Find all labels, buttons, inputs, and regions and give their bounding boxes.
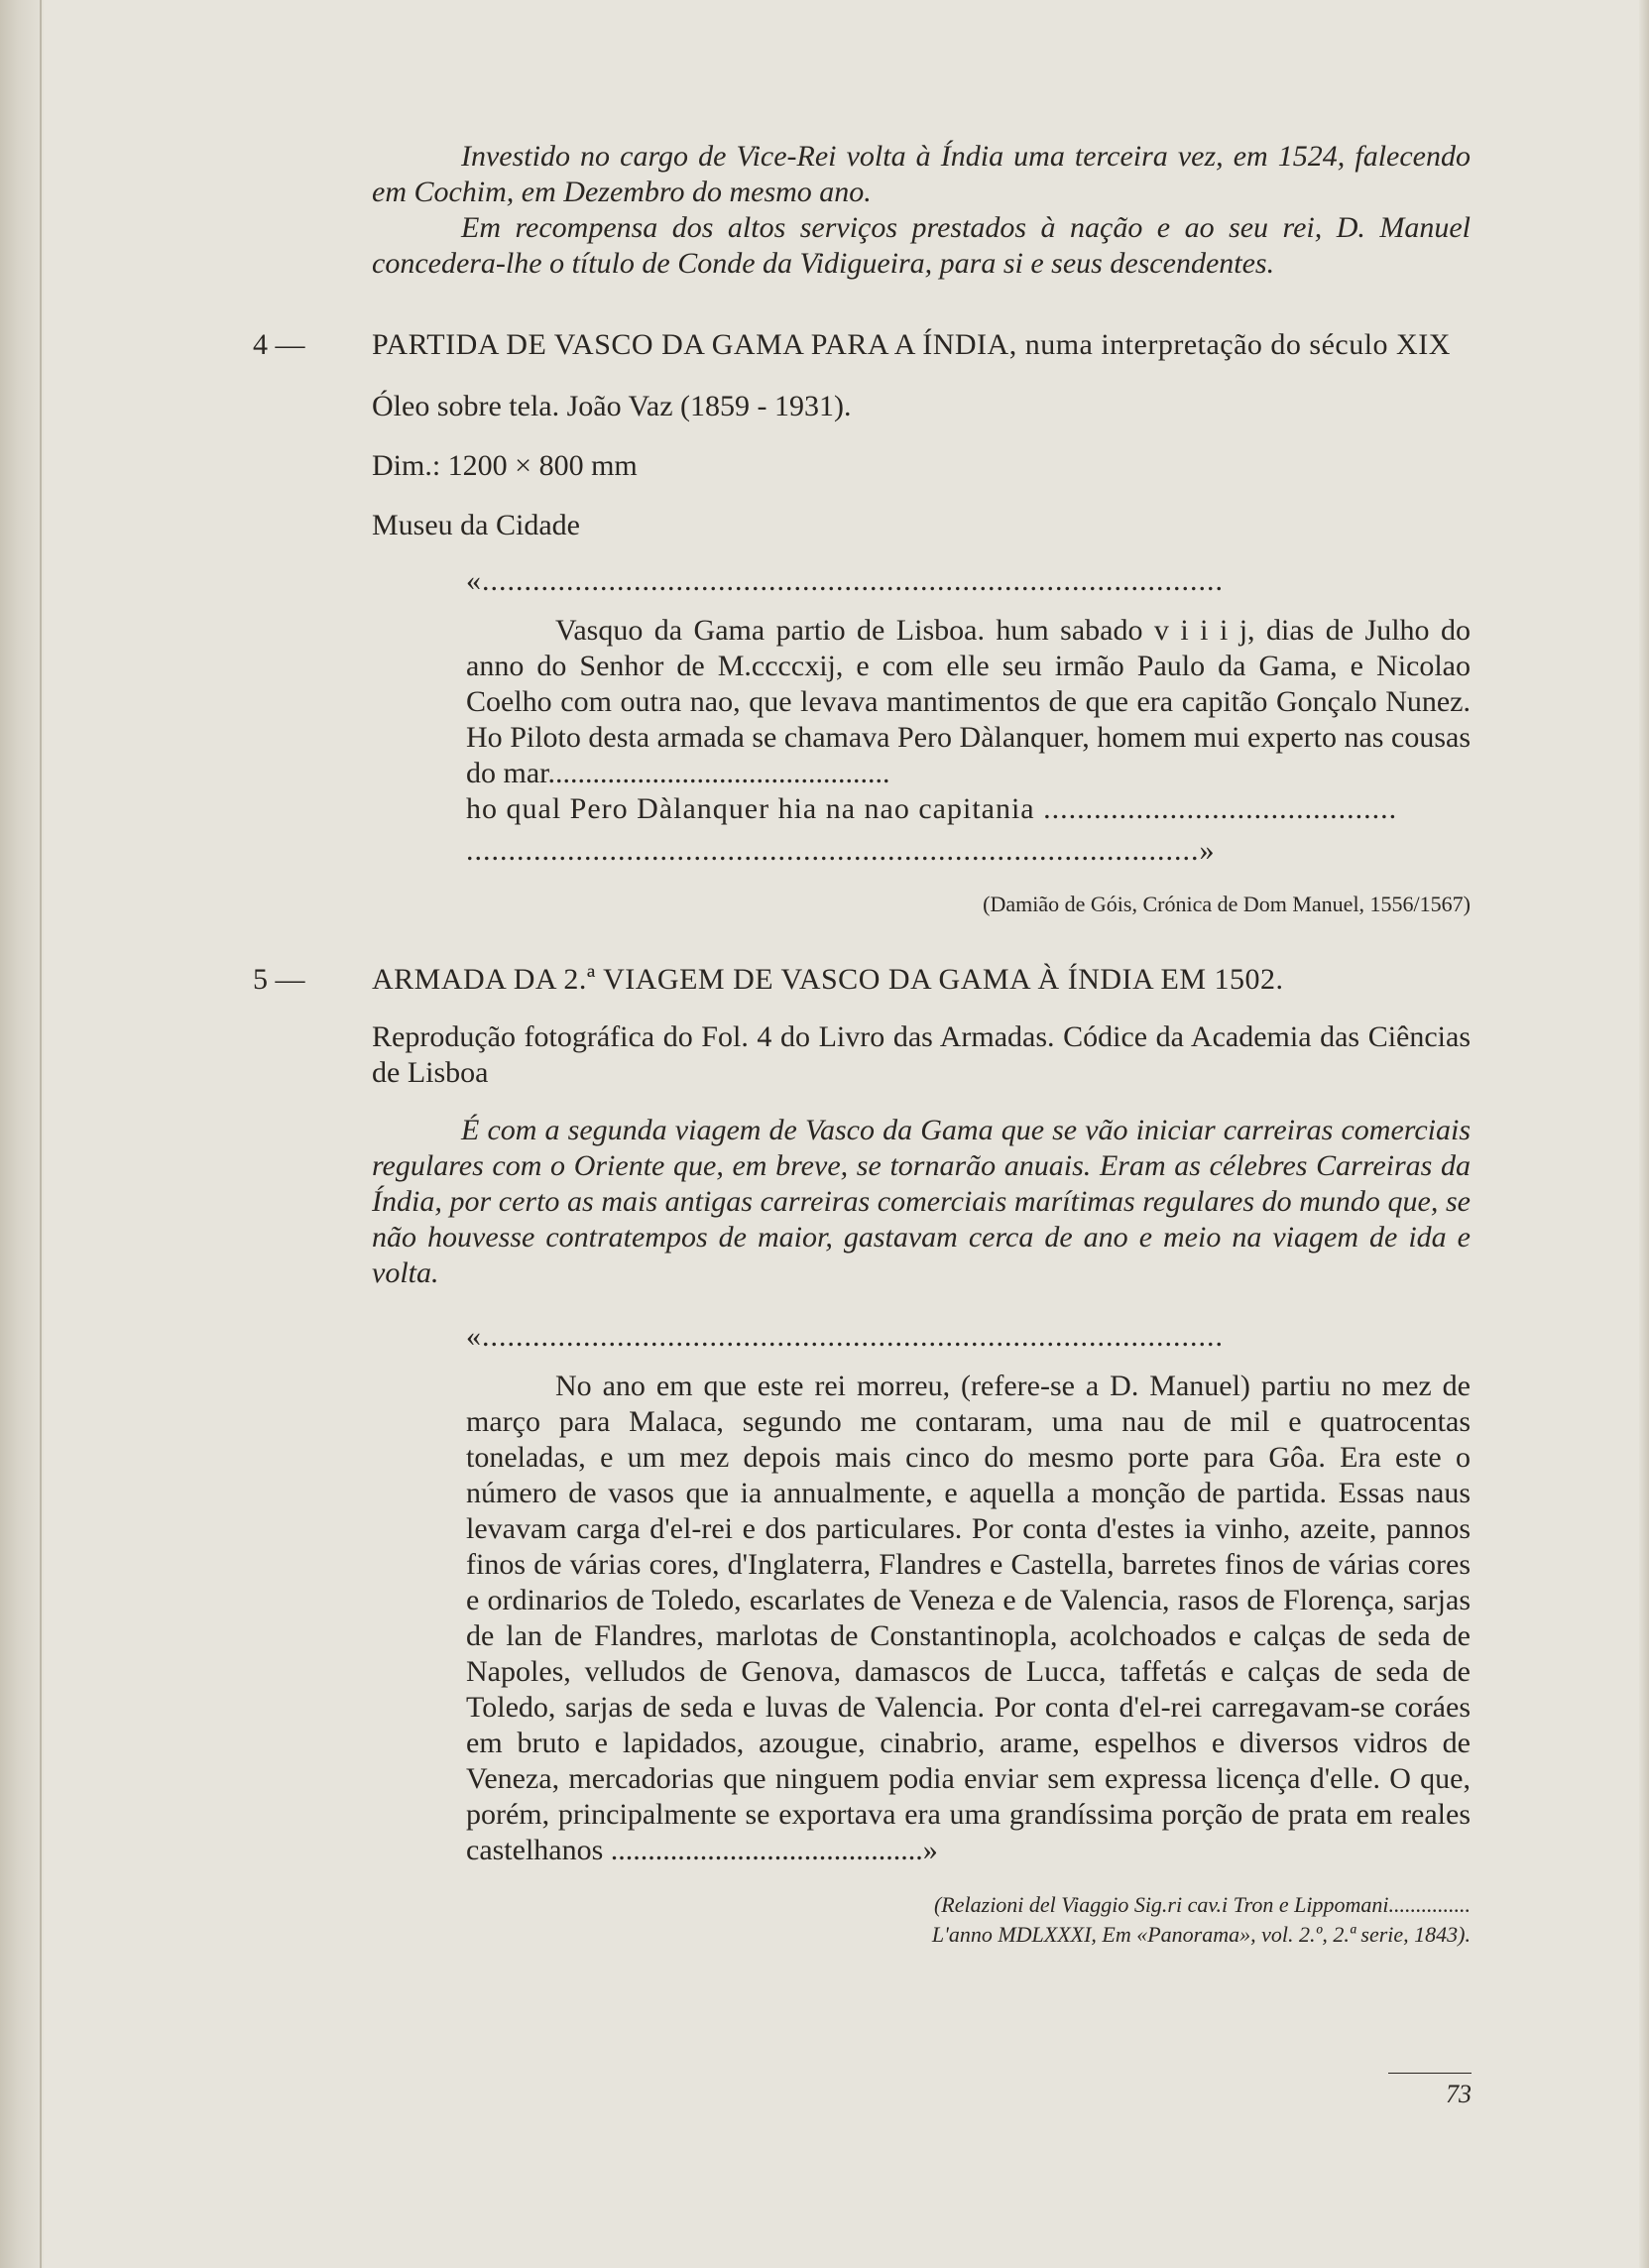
item-5-citation-line-1: (Relazioni del Viaggio Sig.ri cav.i Tron e Lippomani............... bbox=[933, 1892, 1471, 1917]
item-4-title: PARTIDA DE VASCO DA GAMA PARA A ÍNDIA, numa interpretação do século XIX bbox=[372, 328, 1451, 361]
item-5-citation-line-2: L'anno MDLXXXI, Em «Panorama», vol. 2.º, 2.ª serie, 1843). bbox=[931, 1922, 1471, 1947]
item-4-quote bbox=[466, 613, 1471, 869]
item-5 bbox=[253, 962, 1471, 1950]
page-edge bbox=[1639, 0, 1649, 2268]
item-4-number: 4 — bbox=[253, 328, 305, 361]
intro-paragraph-2: Em recompensa dos altos serviços prestados à nação e ao seu rei, D. Manuel concedera-lhe o título de Conde da Vidigueira, para si e seus descendentes. bbox=[372, 211, 1471, 280]
binding-line bbox=[40, 0, 42, 2268]
item-5-commentary: É com a segunda viagem de Vasco da Gama que se vão iniciar carreiras comerciais regulares com o Oriente que, em breve, se tornarão anuais. Eram as célebres Carreiras da Índia, por certo as mais antigas carreiras comerciais marítimas regulares do mundo que, se não houvesse contratempos de maior, gastavam cerca de ano e meio na viagem de ida e volta. bbox=[372, 1114, 1471, 1289]
item-4-location: Museu da Cidade bbox=[372, 509, 580, 541]
item-5-quote-open: «........................................................................................ bbox=[466, 1320, 1224, 1353]
item-4-medium: Óleo sobre tela. João Vaz (1859 - 1931). bbox=[372, 390, 852, 422]
item-4-quote-open: «........................................................................................ bbox=[466, 564, 1224, 597]
page-gutter bbox=[0, 0, 44, 2268]
item-4-quote-line2: ho qual Pero Dàlanquer hia na nao capitania .......................................... bbox=[466, 792, 1398, 825]
item-4-quote-text: Vasquo da Gama partio de Lisboa. hum sabado v i i i j, dias de Julho do anno do Senhor de M.ccccxij, e com elle seu irmão Paulo da Gama, e Nicolao Coelho com outra nao, que levava mantimentos de que era capitão Gonçalo Nunez. Ho Piloto desta armada se chamava Pero Dàlanquer, homem mui experto nas cousas do mar.............................................. bbox=[466, 614, 1471, 789]
intro-text bbox=[372, 139, 1471, 282]
page-number: 73 bbox=[1388, 2073, 1472, 2109]
intro-paragraph-1: Investido no cargo de Vice-Rei volta à Índia uma terceira vez, em 1524, falecendo em Cochim, em Dezembro do mesmo ano. bbox=[372, 140, 1471, 208]
item-5-source: Reprodução fotográfica do Fol. 4 do Livro das Armadas. Códice da Academia das Ciências de Lisboa bbox=[372, 1020, 1471, 1089]
item-4-citation: (Damião de Góis, Crónica de Dom Manuel, 1556/1567) bbox=[983, 892, 1471, 916]
item-5-title: ARMADA DA 2.ª VIAGEM DE VASCO DA GAMA À ÍNDIA EM 1502. bbox=[372, 963, 1284, 996]
item-4-dimensions: Dim.: 1200 × 800 mm bbox=[372, 449, 638, 482]
item-5-citation bbox=[372, 1890, 1471, 1950]
item-4-quote-close: .......................................................................................» bbox=[466, 834, 1216, 867]
item-5-quote bbox=[466, 1369, 1471, 1868]
page-content bbox=[253, 139, 1471, 1950]
item-5-number: 5 — bbox=[253, 963, 305, 996]
item-5-quote-text: No ano em que este rei morreu, (refere-se a D. Manuel) partiu no mez de março para Malaca, segundo me contaram, uma nau de mil e quatrocentas toneladas, e um mez depois mais cinco do mesmo porte para Gôa. Era este o número de vasos que ia annualmente, e aquella a monção de partida. Essas naus levavam carga d'el-rei e dos particulares. Por conta d'estes ia vinho, azeite, pannos finos de várias cores, d'Inglaterra, Flandres e Castella, barretes finos de várias cores e ordinarios de Toledo, escarlates de Veneza e de Valencia, rasos de Florença, sarjas de lan de Flandres, marlotas de Constantinopla, acolchoados e calças de seda de Napoles, velludos de Genova, damascos de Lucca, taffetás e calças de seda de Toledo, sarjas de seda e luvas de Valencia. Por conta d'el-rei carregavam-se coráes em bruto e lapidados, azougue, cinabrio, arame, espelhos e diversos vidros de Veneza, mercadorias que ninguem podia enviar sem expressa licença d'elle. O que, porém, principalmente se exportava era uma grandíssima porção de prata em reales castelhanos ..........................................» bbox=[466, 1370, 1471, 1866]
item-4 bbox=[253, 327, 1471, 918]
